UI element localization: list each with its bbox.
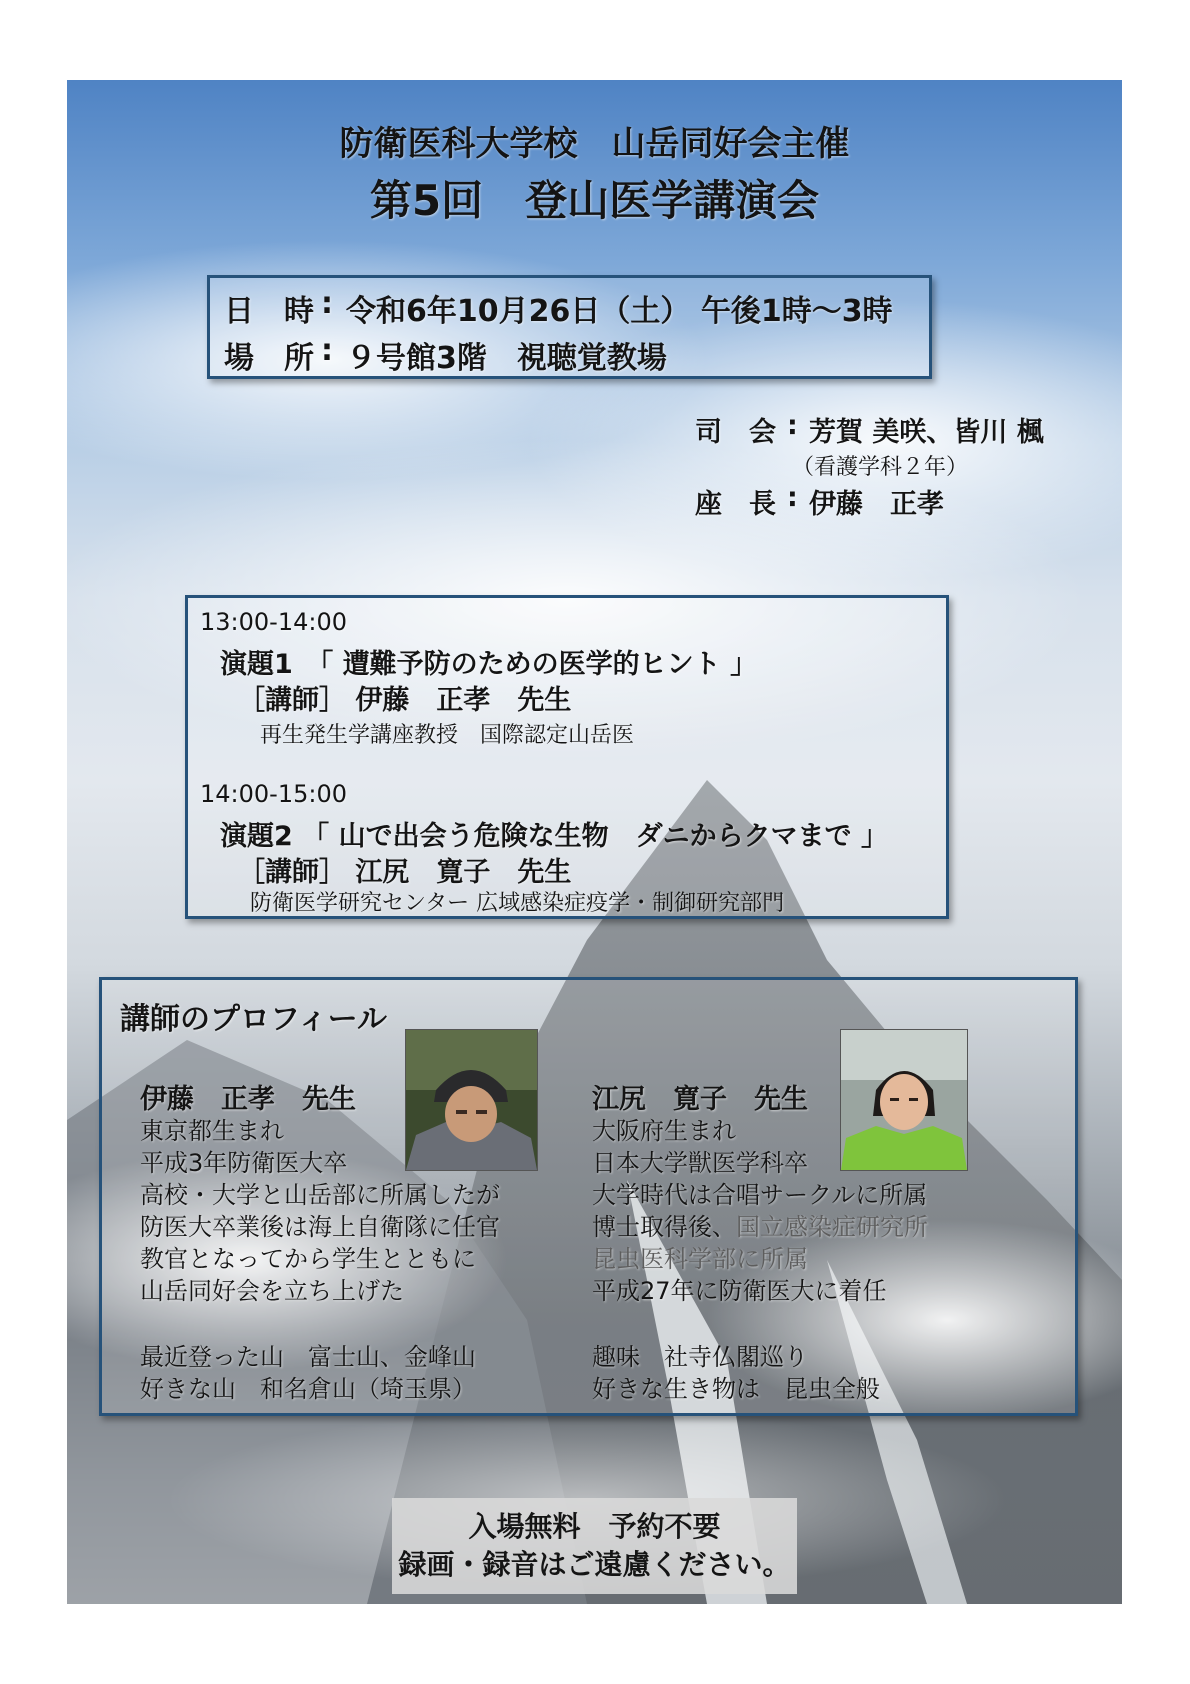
place-label: 場 所 bbox=[224, 341, 314, 376]
speaker2-name: 江尻 寛子 先生 bbox=[592, 1084, 808, 1115]
emcee-separator: : bbox=[787, 410, 798, 441]
speaker2-bio-line: 昆虫医科学部に所属 bbox=[592, 1245, 808, 1273]
date-separator: : bbox=[321, 286, 333, 321]
event-info-box bbox=[207, 275, 932, 379]
recording-notice: 録画・録音はご遠慮ください。 bbox=[398, 1548, 791, 1581]
speaker1-bio-line: 東京都生まれ bbox=[140, 1117, 284, 1145]
profile-box bbox=[99, 977, 1078, 1416]
admission-notice bbox=[392, 1498, 797, 1594]
chair-name: 伊藤 正孝 bbox=[809, 489, 944, 520]
schedule-box bbox=[185, 595, 949, 919]
chair-label: 座 長 bbox=[695, 489, 776, 520]
chair-separator: : bbox=[787, 482, 798, 513]
talk2-time: 14:00-15:00 bbox=[200, 780, 347, 808]
speaker2-bio-line: 平成27年に防衛医大に着任 bbox=[592, 1277, 887, 1305]
admission-line: 入場無料 予約不要 bbox=[468, 1510, 721, 1543]
event-title: 第5回 登山医学講演会 bbox=[369, 176, 820, 225]
speaker1-bio-line: 教官となってから学生とともに bbox=[140, 1245, 476, 1273]
speaker1-bio-line: 防医大卒業後は海上自衛隊に任官 bbox=[140, 1213, 500, 1241]
place-separator: : bbox=[321, 333, 333, 368]
emcee-affiliation: （看護学科２年） bbox=[792, 455, 969, 480]
emcee-label: 司 会 bbox=[695, 417, 776, 448]
poster bbox=[67, 80, 1122, 1604]
speaker2-extra-line: 趣味 社寺仏閣巡り bbox=[592, 1343, 808, 1371]
speaker1-bio-line: 平成3年防衛医大卒 bbox=[140, 1149, 348, 1177]
organizer: 防衛医科大学校 山岳同好会主催 bbox=[339, 124, 850, 164]
speaker2-bio-segment: 博士取得後、 bbox=[592, 1213, 736, 1241]
profile-heading: 講師のプロフィール bbox=[120, 1002, 387, 1037]
speaker1-photo bbox=[405, 1029, 538, 1171]
speaker2-bio-line: 日本大学獣医学科卒 bbox=[592, 1149, 808, 1177]
talk2-affiliation: 防衛医学研究センター 広域感染症疫学・制御研究部門 bbox=[250, 891, 785, 916]
speaker2-bio-line bbox=[592, 1207, 928, 1242]
place-value: ９号館3階 視聴覚教場 bbox=[346, 341, 667, 376]
speaker1-extra-line: 好きな山 和名倉山（埼玉県） bbox=[140, 1375, 476, 1403]
talk1-time: 13:00-14:00 bbox=[200, 608, 347, 636]
speaker1-extra-line: 最近登った山 富士山、金峰山 bbox=[140, 1343, 476, 1371]
talk2-speaker: ［講師］ 江尻 寛子 先生 bbox=[238, 857, 572, 888]
speaker2-bio-line: 大学時代は合唱サークルに所属 bbox=[592, 1181, 928, 1209]
talk1-title: 演題1 「 遭難予防のための医学的ヒント 」 bbox=[220, 649, 758, 680]
speaker1-bio-line: 山岳同好会を立ち上げた bbox=[140, 1277, 404, 1305]
date-value: 令和6年10月26日（土） 午後1時～3時 bbox=[346, 294, 893, 329]
speaker2-bio-segment-faint: 国立感染症研究所 bbox=[736, 1213, 928, 1241]
speaker2-extra-line: 好きな生き物は 昆虫全般 bbox=[592, 1375, 880, 1403]
talk1-speaker: ［講師］ 伊藤 正孝 先生 bbox=[238, 685, 572, 716]
speaker2-bio-line: 大阪府生まれ bbox=[592, 1117, 736, 1145]
date-label: 日 時 bbox=[224, 294, 314, 329]
emcee-names: 芳賀 美咲、皆川 楓 bbox=[809, 417, 1044, 448]
talk1-affiliation: 再生発生学講座教授 国際認定山岳医 bbox=[260, 723, 635, 748]
speaker2-photo bbox=[840, 1029, 968, 1171]
talk2-title: 演題2 「 山で出会う危険な生物 ダニからクマまで 」 bbox=[220, 821, 888, 852]
speaker1-name: 伊藤 正孝 先生 bbox=[140, 1084, 356, 1115]
speaker1-bio-line: 高校・大学と山岳部に所属したが bbox=[140, 1181, 500, 1209]
